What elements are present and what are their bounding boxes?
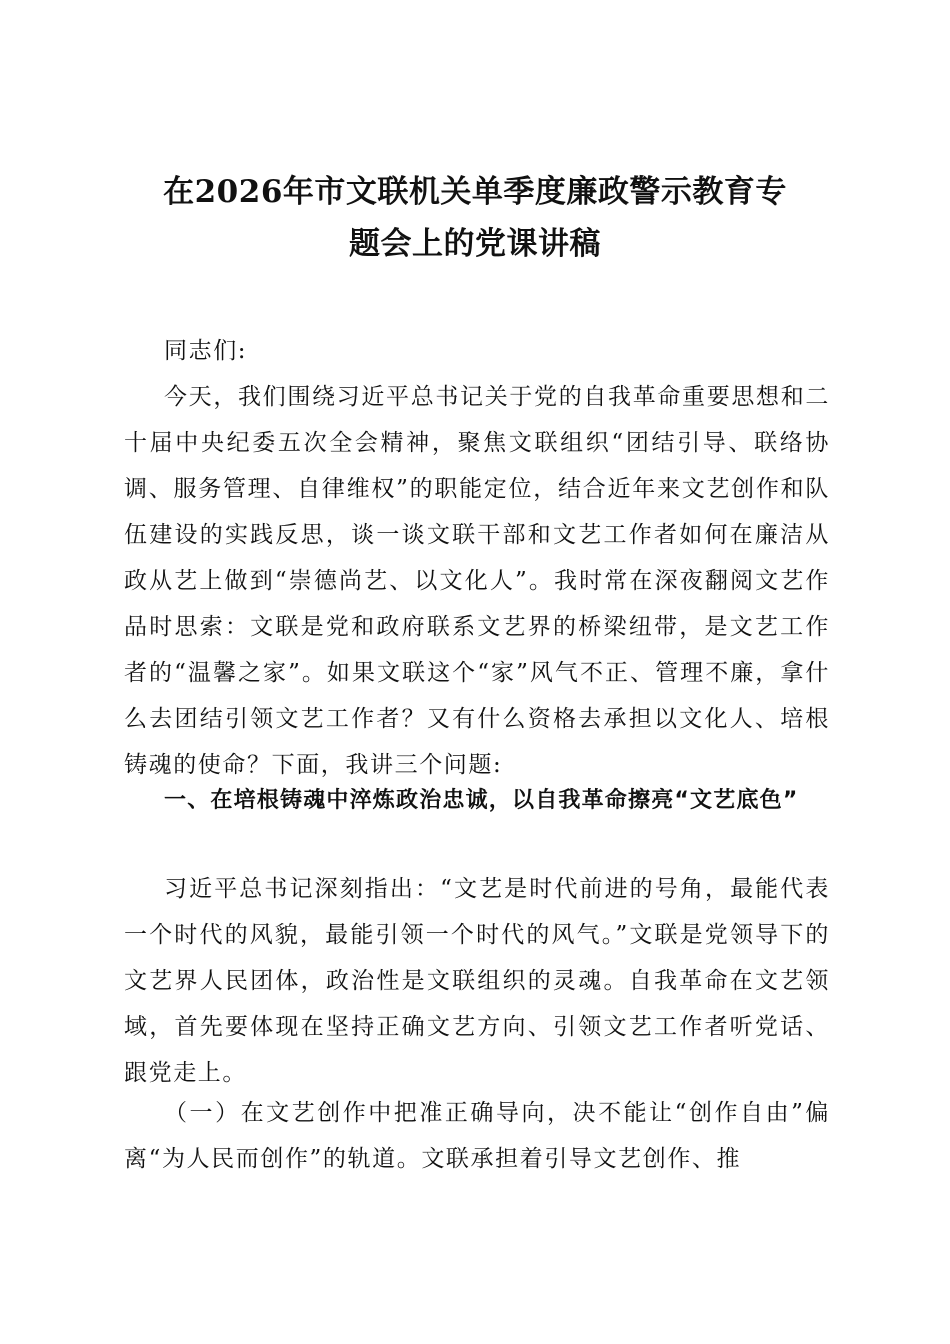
document-title: 在2026年市文联机关单季度廉政警示教育专 题会上的党课讲稿	[163, 174, 787, 262]
intro-paragraph: 今天，我们围绕习近平总书记关于党的自我革命重要思想和二十届中央纪委五次全会精神，聚焦文联组织“团结引导、联络协调、服务管理、自律维权”的职能定位，结合近年来文艺创作和队伍建设的实践反思，谈一谈文联干部和文艺工作者如何在廉洁从政从艺上做到“崇德尚艺、以文化人”。我时常在深夜翻阅文艺作品时思索：文联是党和政府联系文艺界的桥梁纽带，是文艺工作者的“温馨之家”。如果文联这个“家”风气不正、管理不廉，拿什么去团结引领文艺工作者？又有什么资格去承担以文化人、培根铸魂的使命？下面，我讲三个问题:	[124, 384, 830, 778]
section-paragraph: 习近平总书记深刻指出：“文艺是时代前进的号角，最能代表一个时代的风貌，最能引领一个时代的风气。”文联是党领导下的文艺界人民团体，政治性是文联组织的灵魂。自我革命在文艺领域，首先要体现在坚持正确文艺方向、引领文艺工作者听党话、跟党走上。	[124, 876, 830, 1086]
section-heading: 一、在培根铸魂中淬炼政治忠诚，以自我革命擦亮“文艺底色”	[164, 788, 799, 813]
salutation-text: 同志们:	[164, 338, 248, 364]
subsection-paragraph: （一）在文艺创作中把准正确导向，决不能让“创作自由”偏离“为人民而创作”的轨道。文联承担着引导文艺创作、推	[124, 1100, 830, 1172]
salutation	[124, 328, 830, 374]
